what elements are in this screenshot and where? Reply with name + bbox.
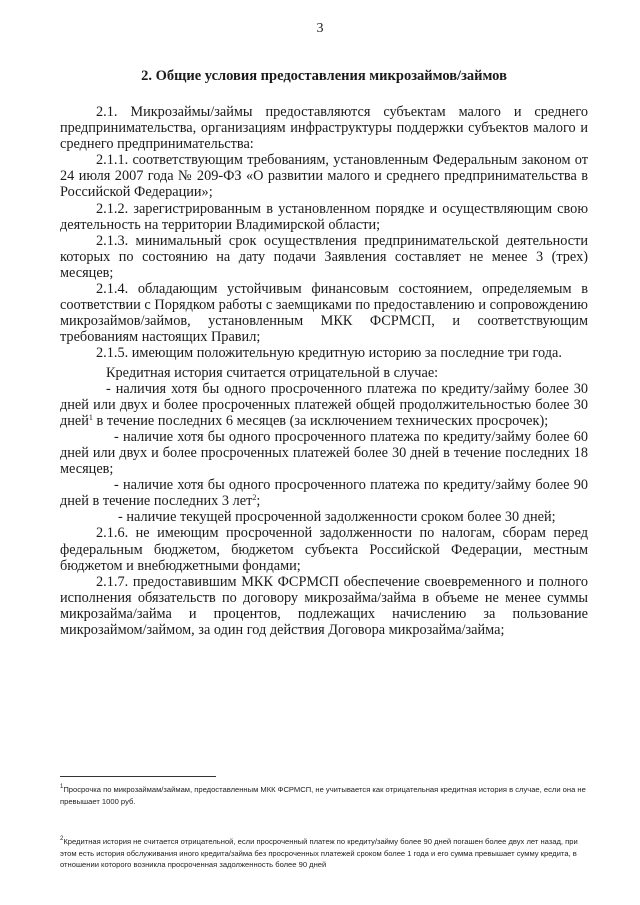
credit-history-intro: Кредитная история считается отрицательной в случае: [106,364,439,381]
footnote-2 [60,836,590,871]
paragraph-2-1-4: 2.1.4. обладающим устойчивым финансовым состоянием, определяемым в соответствии с Порядком работы с заемщиками по предоставлению и сопровождению микрозаймов/займов, установленным МКК ФСРМСП, и соответствующим требованиям настоящих Правил; [60,281,588,346]
credit-history-item-1-text: - наличия хотя бы одного просроченного платежа по кредиту/займу более 30 дней или двух и более просроченных платежей общей продолжительностью более 30 дней [60,380,588,429]
credit-history-item-2: - наличие хотя бы одного просроченного платежа по кредиту/займу более 60 дней или двух и более просроченных платежей более 30 дней в течение последних 18 месяцев; [60,428,588,478]
credit-history-item-4: - наличие текущей просроченной задолженности сроком более 30 дней; [118,509,556,526]
page-number: 3 [316,21,324,36]
credit-history-item-1 [60,381,588,429]
footnote-1-text: Просрочка по микрозаймам/займам, предоставленным МКК ФСРМСП, не учитывается как отрицательная кредитная история в случае, если она не превышает 1000 руб. [60,785,586,806]
paragraph-2-1-5: 2.1.5. имеющим положительную кредитную историю за последние три года. [96,345,562,362]
paragraph-2-1-3: 2.1.3. минимальный срок осуществления предпринимательской деятельности которых по состоянию на дату подачи Заявления составляет не менее 3 (трех) месяцев; [60,232,588,281]
footnote-1-mark: 1 [60,784,64,790]
footnote-ref-1: 1 [88,412,93,422]
footnote-2-text: Кредитная история не считается отрицательной, если просроченный платеж по кредиту/займу более 90 дней погашен более двух лет назад, при этом есть история обслуживания иного кредита/займа без просроченных платежей сроком более 1 года и его сумма превышает сумму кредита, в отношении которого возникла просроченная задолженность более 90 дней [60,837,578,869]
section-heading: 2. Общие условия предоставления микрозаймов/займов [141,68,507,84]
footnote-2-mark: 2 [60,836,64,842]
paragraph-2-1: 2.1. Микрозаймы/займы предоставляются субъектам малого и среднего предпринимательства, организациям инфраструктуры поддержки субъектов малого и среднего предпринимательства: [60,104,588,153]
section-body [60,104,588,638]
credit-history-item-3 [60,477,588,509]
paragraph-2-1-6: 2.1.6. не имеющим просроченной задолженности по налогам, сборам перед федеральным бюджетом, бюджетом субъекта Российской Федерации, местным бюджетом и внебюджетными фондами; [60,525,588,574]
footnote-ref-2: 2 [252,493,257,503]
paragraph-2-1-2: 2.1.2. зарегистрированным в установленном порядке и осуществляющим свою деятельность на территории Владимирской области; [60,200,588,233]
footnote-separator [60,776,216,777]
paragraph-2-1-1: 2.1.1. соответствующим требованиям, установленным Федеральным законом от 24 июля 2007 года № 209-ФЗ «О развитии малого и среднего предпринимательства в Российской Федерации»; [60,152,588,201]
paragraph-2-1-7: 2.1.7. предоставившим МКК ФСРМСП обеспечение своевременного и полного исполнения обязательств по договору микрозайма/займа в объеме не менее суммы микрозайма/займа и процентов, подлежащих начислению за пользование микрозаймом/займом, за один год действия Договора микрозайма/займа; [60,573,588,638]
credit-history-item-1-tail: в течение последних 6 месяцев (за исключением технических просрочек); [92,412,549,429]
footnote-1 [60,784,590,807]
credit-history-item-3-tail: ; [256,493,261,510]
credit-history-item-3-text: - наличие хотя бы одного просроченного платежа по кредиту/займу более 90 дней в течение последних 3 лет [60,477,588,510]
